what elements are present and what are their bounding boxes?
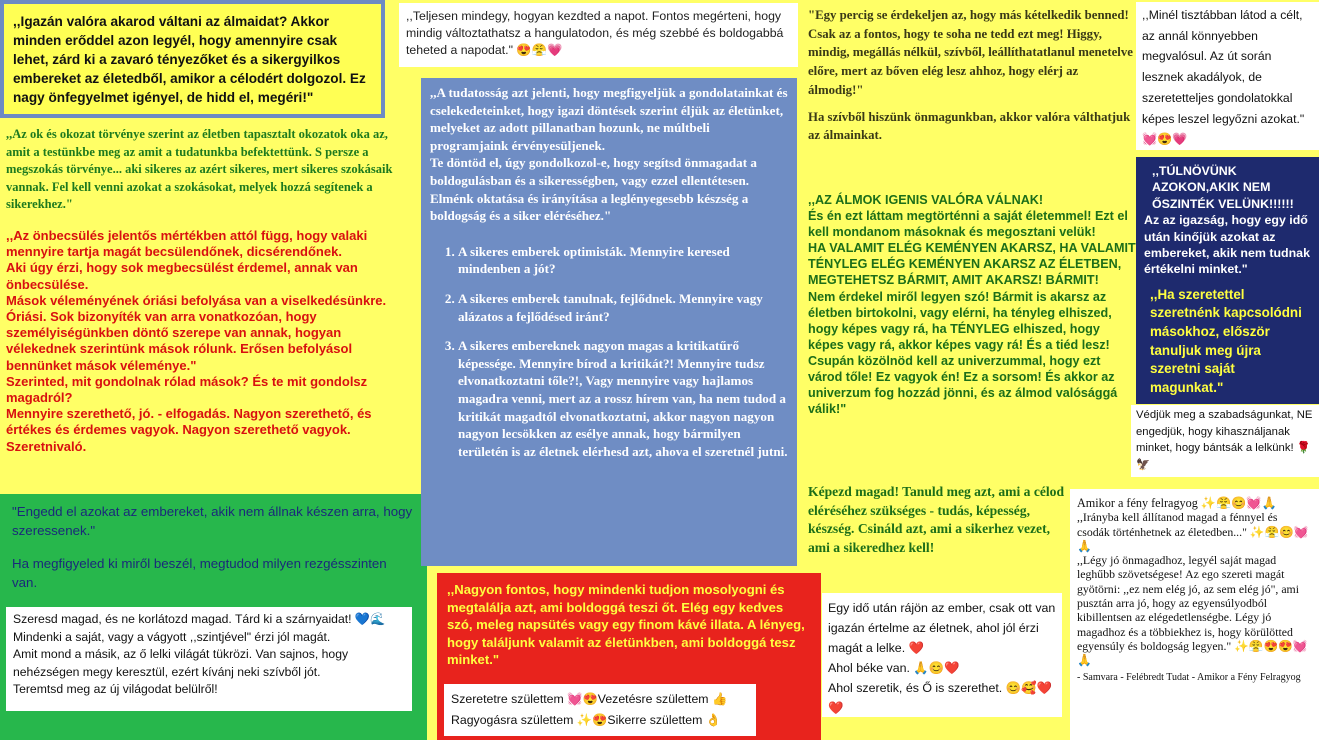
self-esteem-line: Aki úgy érzi, hogy sok megbecsülést érdemel, annak van önbecsülése. bbox=[6, 260, 358, 292]
self-love-line: Szeresd magad, és ne korlátozd magad. Tárd ki a szárnyaidat! 💙🌊 bbox=[13, 612, 386, 626]
self-love-line: Teremtsd meg az új világodat belülről! bbox=[13, 682, 218, 696]
soul-line: Egy idő után rájön az ember, csak ott van igazán értelme az életnek, ahol jól érzi magát a lelke. ❤️ bbox=[828, 601, 1056, 655]
freedom-text: Védjük meg a szabadságunkat, NE engedjük, hogy kihasználjanak minket, hogy bántsák a lelkünk! 🌹🦅 bbox=[1136, 409, 1313, 472]
outgrow-title: ,,TÚLNÖVÜNK AZOKON,AKIK NEM ŐSZINTÉK VELÜNK!!!!!! bbox=[1152, 164, 1294, 211]
consciousness-box bbox=[421, 78, 797, 566]
success-list bbox=[430, 243, 788, 461]
light-line: ,,Irányba kell állítanod magad a fénnyel és csodák történhetnek az életedben..." ✨😤😊💓🙏 bbox=[1077, 510, 1309, 553]
tl-quote-box bbox=[0, 0, 385, 118]
dreams-line: Nem érdekel miről legyen szó! Bármit is akarsz az életben birtokolni, vagy elérni, ha tényleg elhiszed, hogy képes vagy rá, ha TÉNYLEG elhiszed, hogy képes vagy rá, akkor képes vagy rá! És a tiéd lesz! Csupán közölnöd kell az univerzummal, hogy ezt várod tőle! Ez vagyok én! Ez a sorsom! És akkor az univerzum fog hozzád jönni, és az álmod valósággá válik!" bbox=[808, 289, 1118, 417]
goal-box bbox=[1136, 2, 1319, 150]
dreams-line: És én ezt láttam megtörténni a saját életemmel! Ezt el kell mondanom másoknak és megosztani velük! bbox=[808, 209, 1128, 240]
green-law-box bbox=[6, 126, 406, 218]
self-esteem-line: Mások véleményének óriási befolyása van a viselkedésünkre. Óriási. Sok bizonyíték van arra vonatkozóan, hogy személyiségünkben döntő szerepe van annak, hogyan vélekednek szerintünk mások rólunk. Erősen befolyásol bennünket mások véleménye." bbox=[6, 292, 387, 373]
consciousness-p3: Elménk oktatása és irányítása a leglényegesebb készség a boldogság és a siker eléréséhez." bbox=[430, 190, 749, 224]
self-esteem-line: Mennyire szerethető, jó. - elfogadás. Nagyon szerethető, és értékes és érdemes vagyok. Nagyon szerethető vagyok. Szeretnivaló. bbox=[6, 406, 372, 454]
outgrow-text: Az az igazság, hogy egy idő után kinőjük azokat az embereket, akik nem tudnak értékelni minket." bbox=[1144, 213, 1310, 277]
soul-line: Ahol béke van. 🙏😊❤️ bbox=[828, 661, 960, 675]
educate-box bbox=[808, 483, 1070, 575]
light-line: ,,Légy jó önmagadhoz, legyél saját magad leghűbb szövetségese! Az ego szereti magát gyötörni: ,,ez nem elég jó, az sem elég jó", ami pusztán arra jó, hogy az egyensúlyodból kibillentsen az elégedetlenségbe. Légy jó magadhoz és a többiekhez is, hogy körülötted egyensúly és boldogság legyen." ✨😤😍😍💓🙏 bbox=[1077, 553, 1308, 668]
dreams-line: ,,AZ ÁLMOK IGENIS VALÓRA VÁLNAK! bbox=[808, 193, 1044, 207]
belief-box bbox=[808, 6, 1136, 176]
soul-box bbox=[822, 593, 1062, 717]
green-vibration-text: Ha megfigyeled ki miről beszél, megtudod milyen rezgésszinten van. bbox=[12, 556, 387, 590]
success-item: 3. A sikeres embereknek nagyon magas a kritikatűrő képessége. Mennyire bírod a kritikát?! Mennyire tudsz elvonatkoztatni tőle?!, Vagy mennyire vagy hajlamos magadra venni, mert az a rossz hírem van, ha nem tudod a kritikát magadtól elvonatkoztatni, akkor nagyon nagyon nagyon lecsökken az esélye annak, hogy bármilyen területén is az életnek elérhesd azt, ahova el szeretnél jutni. bbox=[458, 337, 788, 460]
tl-quote-text: ,,Igazán valóra akarod váltani az álmaidat? Akkor minden erőddel azon legyél, hogy amennyire csak lehet, zárd ki a zavaró tényezőket és a sikergyilkos embereket az életedből, amikor a célodért dolgozol. Ez nagy önfegyelmet igényel, de hidd el, megéri!" bbox=[13, 14, 366, 105]
light-source: - Samvara - Felébredt Tudat - Amikor a Fény Felragyog bbox=[1077, 671, 1301, 683]
mood-text: ,,Teljesen mindegy, hogyan kezdted a napot. Fontos megérteni, hogy mindig változtathatsz a hangulatodon, és még szebbé és boldogabbá teheted a napodat." 😍😤💗 bbox=[406, 9, 784, 57]
self-esteem-box bbox=[6, 228, 406, 490]
born-for-line: Ragyogásra születtem ✨😍Sikerre születtem 👌 bbox=[451, 713, 722, 727]
born-for-box bbox=[444, 684, 756, 736]
belief-line: Ha szívből hiszünk önmagunkban, akkor valóra válthatjuk az álmainkat. bbox=[808, 109, 1131, 143]
soul-line: Ahol szeretik, és Ő is szerethet. 😊🥰❤️❤️ bbox=[828, 681, 1052, 715]
green-quote: "Engedd el azokat az embereket, akik nem állnak készen arra, hogy szeressenek." bbox=[12, 504, 413, 538]
self-love-line: Mindenki a saját, vagy a vágyott ,,szintjével" érzi jól magát. bbox=[13, 629, 331, 644]
born-for-line: Szeretetre születtem 💓😍Vezetésre születtem 👍 bbox=[451, 692, 728, 706]
light-box bbox=[1070, 489, 1319, 740]
success-item: 2. A sikeres emberek tanulnak, fejlődnek. Mennyire vagy alázatos a fejlődésed iránt? bbox=[458, 290, 788, 325]
dreams-box bbox=[808, 192, 1138, 464]
green-law-text: ,,Az ok és okozat törvénye szerint az életben tapasztalt okozatok oka az, amit a testünkbe meg az amit a tudatunkba befektettünk. S persze a megszokás törvénye... aki sikeres az azért sikeres, mert sikeres szokásaik vannak. Fel kell venni azokat a szokásokat, melyek hozzá segítenek a sikerekhez." bbox=[6, 127, 393, 211]
self-esteem-line: Szerinted, mit gondolnak rólad mások? És te mit gondolsz magadról? bbox=[6, 373, 368, 406]
educate-text: Képezd magad! Tanuld meg azt, ami a célod eléréséhez szükséges - tudás, képesség, készség. Csináld azt, ami a sikerhez vezet, ami a sikeredhez kell! bbox=[808, 484, 1065, 555]
consciousness-intro: ,,A tudatosság azt jelenti, hogy megfigyeljük a gondolatainkat és cselekedeteinket, hogy igazi döntések szerint éljük az életünket, melyeket az adott pillanatban hozunk, ne múltbeli programjaink érvényesüljenek. bbox=[430, 85, 788, 153]
belief-quote: "Egy percig se érdekeljen az, hogy más kételkedik benned! Csak az a fontos, hogy te soha ne tedd ezt meg! Higgy, mindig, megállás nélkül, szívből, leállíthatatlanul menetelve előre, mert az bőven elég lesz ahhoz, hogy elérj az álmodig!" bbox=[808, 8, 1133, 97]
mood-box bbox=[399, 3, 798, 67]
freedom-box bbox=[1131, 405, 1319, 477]
goal-text: ,,Minél tisztábban látod a célt, az annál könnyebben megvalósul. Az út során lesznek akadályok, de szeretetteljes gondolatokkal képes leszel legyőzni azokat." 💓😍💗 bbox=[1142, 8, 1305, 147]
self-love-line: Amit mond a másik, az ő lelki világát tükrözi. Van sajnos, hogy nehézségen megy keresztül, ezért kívánj neki szívből jót. bbox=[13, 647, 349, 679]
smile-text: ,,Nagyon fontos, hogy mindenki tudjon mosolyogni és megtalálja azt, ami boldoggá teszi őt. Elég egy kedves szó, meleg napsütés vagy egy finom kávé illata. A lényeg, hogy találjunk valamit az életünkben, ami boldoggá tesz minket." bbox=[447, 582, 805, 667]
consciousness-p2: Te döntöd el, úgy gondolkozol-e, hogy segítsd önmagadat a boldogulásban és a sikerességben, vagy ezzel ellentétesen. bbox=[430, 155, 757, 188]
light-line: Amikor a fény felragyog ✨😤😊💓🙏 bbox=[1077, 496, 1277, 510]
outgrow-box bbox=[1136, 157, 1319, 404]
self-love-box bbox=[6, 607, 412, 711]
self-esteem-line: ,,Az önbecsülés jelentős mértékben attól függ, hogy valaki mennyire tartja magát becsülendőnek, dicsérendőnek. bbox=[6, 228, 368, 260]
success-item: 1. A sikeres emberek optimisták. Mennyire keresed mindenben a jót? bbox=[458, 243, 788, 278]
dreams-line: HA VALAMIT ELÉG KEMÉNYEN AKARSZ, HA VALAMIT TÉNYLEG ELÉG KEMÉNYEN AKARSZ AZ ÉLETBEN, MEGTEHETSZ BÁRMIT, AMIT AKARSZ! BÁRMIT! bbox=[808, 241, 1136, 288]
self-connect-quote: ,,Ha szeretettel szeretnénk kapcsolódni másokhoz, először tanuljuk meg újra szeretni saját magunkat." bbox=[1150, 286, 1302, 395]
